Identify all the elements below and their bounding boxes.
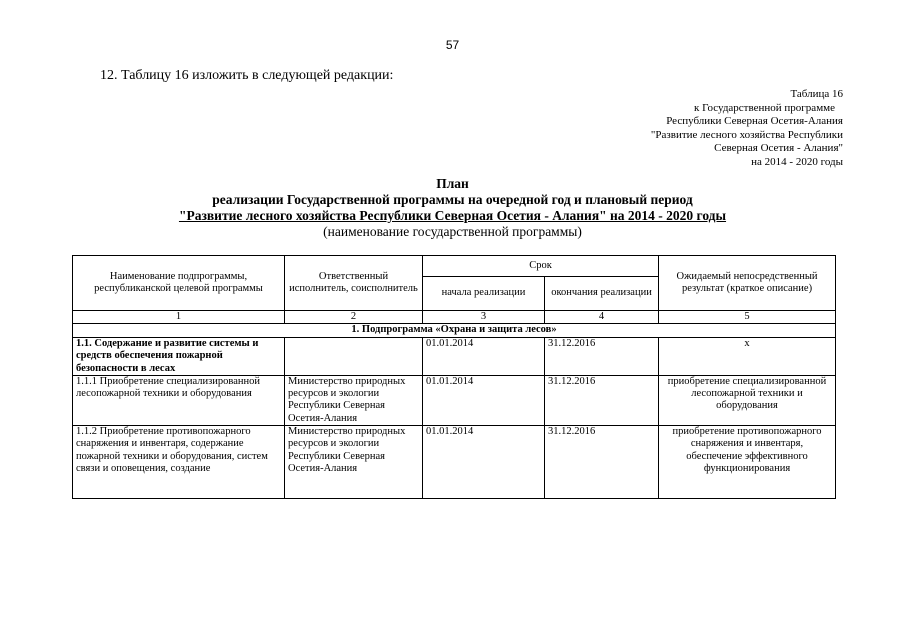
- row-executor: Министерство природных ресурсов и экологии Республики Северная Осетия-Алания: [285, 375, 423, 425]
- column-number: 1: [73, 311, 285, 324]
- heading-line: "Развитие лесного хозяйства Республики: [650, 128, 843, 141]
- table-heading-block: [651, 88, 843, 169]
- row-result: х: [659, 338, 836, 376]
- row-end: 31.12.2016: [545, 338, 659, 376]
- row-start: 01.01.2014: [423, 375, 545, 425]
- table-row: [73, 338, 836, 376]
- intro-text: 12. Таблицу 16 изложить в следующей редакции:: [100, 68, 394, 83]
- header-start: начала реализации: [423, 277, 545, 311]
- header-term: Срок: [423, 256, 659, 277]
- row-end: 31.12.2016: [545, 426, 659, 499]
- plan-table: [72, 255, 836, 499]
- row-end: 31.12.2016: [545, 375, 659, 425]
- row-start: 01.01.2014: [423, 426, 545, 499]
- heading-line: Северная Осетия - Алания": [714, 142, 843, 154]
- heading-line: Таблица 16: [790, 88, 843, 100]
- title-program-name: "Развитие лесного хозяйства Республики Северная Осетия - Алания" на 2014 - 2020 годы: [178, 208, 727, 223]
- header-result: Ожидаемый непосредственный результат (краткое описание): [659, 256, 836, 311]
- header-end: окончания реализации: [545, 277, 659, 311]
- row-start: 01.01.2014: [423, 338, 545, 376]
- section-title: 1. Подпрограмма «Охрана и защита лесов»: [73, 324, 836, 338]
- header-executor: Ответственный исполнитель, соисполнитель: [285, 256, 423, 311]
- row-name-text: 1.1.2 Приобретение противопожарного снаряжения и инвентаря, содержание пожарной техники и оборудования, систем связи и оповещения, создание: [76, 426, 268, 474]
- header-name: Наименование подпрограммы, республиканской целевой программы: [73, 256, 285, 311]
- title-caption: (наименование государственной программы): [323, 224, 582, 239]
- page-number: 57: [445, 38, 460, 52]
- row-result-text: приобретение противопожарного снаряжения и инвентаря, обеспечение эффективного функционирования: [672, 426, 822, 474]
- heading-line: Республики Северная Осетия-Алания: [666, 115, 843, 127]
- row-executor: [285, 426, 423, 499]
- title-subtitle: реализации Государственной программы на очередной год и плановый период: [212, 192, 693, 207]
- row-result: [659, 426, 836, 499]
- column-number: 4: [545, 311, 659, 324]
- row-name: [73, 426, 285, 499]
- column-number: 3: [423, 311, 545, 324]
- heading-line: на 2014 - 2020 годы: [751, 155, 843, 168]
- table-row: [73, 426, 836, 499]
- section-row: [73, 324, 836, 338]
- document-title: [0, 176, 905, 240]
- row-name: 1.1. Содержание и развитие системы и средств обеспечения пожарной безопасности в лесах: [73, 338, 285, 376]
- table-row: [73, 375, 836, 425]
- row-executor: [285, 338, 423, 376]
- row-name: 1.1.1 Приобретение специализированной лесопожарной техники и оборудования: [73, 375, 285, 425]
- title-plan: План: [436, 176, 469, 191]
- column-number: 2: [285, 311, 423, 324]
- column-numbers-row: [73, 311, 836, 324]
- column-number: 5: [659, 311, 836, 324]
- heading-line: к Государственной программе: [694, 101, 835, 114]
- row-result: приобретение специализированной лесопожарной техники и оборудования: [659, 375, 836, 425]
- row-executor-text: Министерство природных ресурсов и экологии Республики Северная Осетия-Алания: [288, 426, 406, 474]
